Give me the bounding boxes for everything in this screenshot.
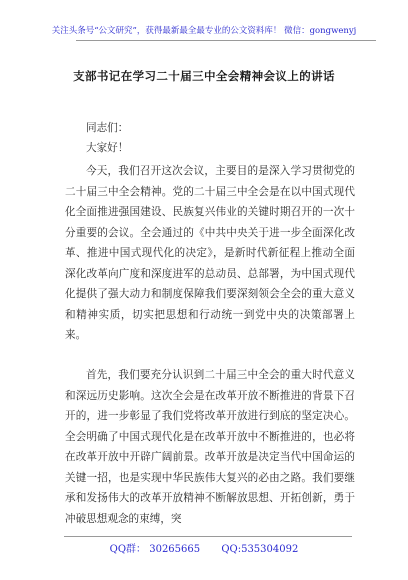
footer-divider [64, 536, 352, 537]
paragraph-intro-block [65, 161, 355, 346]
paragraph-intro: 今天，我们召开这次会议，主要目的是深入学习贯彻党的二十届三中全会精神。党的二十届三中全会是在以中国式现代化全面推进强国建设、民族复兴伟业的关键时期召开的一次十分重要的会议。全会通过的《中共中央关于进一步全面深化改革、推进中国式现代化的决定》，是新时代新征程上推动全面深化改革向广度和深度进军的总动员、总部署，为中国式现代化提供了强大动力和制度保障我们要深刻领会全会的重大意义和精神实质，切实把思想和行动统一到党中央的决策部署上来。 [65, 165, 355, 341]
header-divider [76, 40, 376, 41]
header-notice: 关注头条号“公文研究”，获得最新最全最专业的公文资料库！ 微信：gongwenyj [51, 26, 357, 36]
document-title: 支部书记在学习二十届三中全会精神会议上的讲话 [73, 69, 335, 83]
paragraph-first-point-block [65, 365, 355, 529]
footer-qq-group: QQ群： 30265665 [109, 544, 201, 555]
salutation: 同志们： [86, 122, 129, 134]
paragraph-first-point: 首先，我们要充分认识到二十届三中全会的重大时代意义和深远历史影响。这次全会是在改革开放不断推进的背景下召开的，进一步彰显了我们党将改革开放进行到底的坚定决心。全会明确了中国式现代化是在改革开放中不断推进的，也必将在改革开放中开辟广阔前景。改革开放是决定当代中国命运的关键一招，也是实现中华民族伟大复兴的必由之路。我们要继承和发扬伟大的改革开放精神不断解放思想、开拓创新，勇于冲破思想观念的束缚，突 [65, 369, 355, 525]
greeting: 大家好！ [86, 142, 129, 154]
footer-contact [0, 540, 408, 555]
footer-qq-number: QQ:535304092 [221, 544, 299, 555]
